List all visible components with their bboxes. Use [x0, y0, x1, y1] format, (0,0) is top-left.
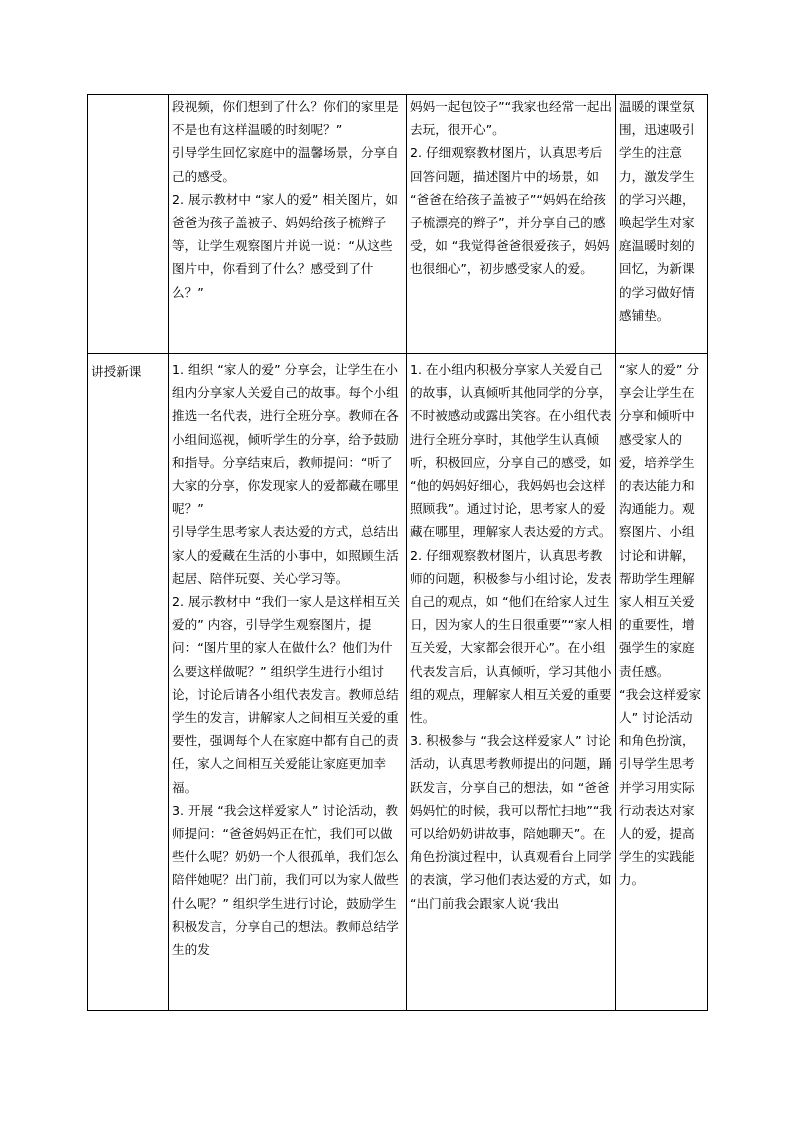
- teacher-paragraph: 引导学生回忆家庭中的温馨场景，分享自己的感受。: [172, 145, 399, 184]
- student-paragraph: 2. 仔细观察教材图片，认真思考教师的问题，积极参与小组讨论，发表自己的观点，如 “他们在给家人过生日，因为家人的生日很重要”“家人相互关爱，大家都会很开心”。在小组代表发言后，认真倾听，学习其他小组的观点，理解家人相互关爱的重要性。: [410, 547, 612, 726]
- teacher-activity-cell: [169, 95, 407, 354]
- teacher-paragraph: 2. 展示教材中 “家人的爱” 相关图片，如爸爸为孩子盖被子、妈妈给孩子梳辫子等，让学生观察图片并说一说：“从这些图片中，你看到了什么？感受到了什么？”: [172, 191, 398, 300]
- teacher-activity-cell: [169, 354, 407, 1011]
- stage-label: 讲授新课: [91, 364, 142, 379]
- table-row: [88, 354, 708, 1011]
- student-activity-cell: [407, 354, 616, 1011]
- intent-paragraph: “家人的爱” 分享会让学生在分享和倾听中感受家人的爱，培养学生的表达能力和沟通能力。观察图片、小组讨论和讲解，帮助学生理解家人相互关爱的重要性，增强学生的家庭责任感。: [619, 362, 700, 679]
- teacher-paragraph: 引导学生思考家人表达爱的方式，总结出家人的爱藏在生活的小事中，如照顾生活起居、陪伴玩耍、关心学习等。: [172, 524, 399, 586]
- student-paragraph: 1. 在小组内积极分享家人关爱自己的故事，认真倾听其他同学的分享，不时被感动或露出笑容。在小组代表进行全班分享时，其他学生认真倾听，积极回应，分享自己的感受，如 “他的妈妈好细心，我妈妈也会这样照顾我”。通过讨论，思考家人的爱藏在哪里，理解家人表达爱的方式。: [410, 362, 612, 540]
- teacher-paragraph: 1. 组织 “家人的爱” 分享会，让学生在小组内分享家人关爱自己的故事。每个小组推选一名代表，进行全班分享。教师在各小组间巡视，倾听学生的分享，给予鼓励和指导。分享结束后，教师提问：“听了大家的分享，你发现家人的爱都藏在哪里呢？”: [172, 362, 399, 517]
- intent-paragraph: “我会这样爱家人” 讨论活动和角色扮演，引导学生思考并学习用实际行动表达对家人的爱，提高学生的实践能力。: [619, 686, 702, 888]
- student-paragraph: 2. 仔细观察教材图片，认真思考后回答问题，描述图片中的场景，如 “爸爸在给孩子盖被子”“妈妈在给孩子梳漂亮的辫子”，并分享自己的感受，如 “我觉得爸爸很爱孩子，妈妈也很细心”，初步感受家人的爱。: [410, 145, 610, 277]
- design-intent-cell: [616, 354, 708, 1011]
- teacher-paragraph: 段视频，你们想到了什么？你们的家里是不是也有这样温暖的时刻呢？”: [172, 99, 399, 138]
- table-row: [88, 95, 708, 354]
- student-activity-cell: [407, 95, 616, 354]
- lesson-plan-table: [87, 94, 708, 1011]
- student-paragraph: 妈妈一起包饺子”“我家也经常一起出去玩，很开心”。: [410, 99, 612, 138]
- design-intent-cell: [616, 95, 708, 354]
- teacher-paragraph: 2. 展示教材中 “我们一家人是这样相互关爱的” 内容，引导学生观察图片，提问：“图片里的家人在做什么？他们为什么要这样做呢？” 组织学生进行小组讨论，讨论后请各小组代表发言。教师总结学生的发言，讲解家人之间相互关爱的重要性，强调每个人在家庭中都有自己的责任，家人之间相互关爱能让家庭更加幸福。: [172, 594, 401, 795]
- stage-cell: [88, 95, 169, 354]
- student-paragraph: 3. 积极参与 “我会这样爱家人” 讨论活动，认真思考教师提出的问题，踊跃发言，分享自己的想法，如 “爸爸妈妈忙的时候，我可以帮忙扫地”“我可以给奶奶讲故事，陪她聊天”。在角色扮演过程中，认真观看台上同学的表演，学习他们表达爱的方式，如 “出门前我会跟家人说‘我出: [410, 733, 612, 911]
- teacher-paragraph: 3. 开展 “我会这样爱家人” 讨论活动，教师提问：“爸爸妈妈正在忙，我们可以做些什么呢？奶奶一个人很孤单，我们怎么陪伴她呢？出门前，我们可以为家人做些什么呢？” 组织学生进行讨论，鼓励学生积极发言，分享自己的想法。教师总结学生的发: [172, 802, 399, 958]
- intent-paragraph: 温暖的课堂氛围，迅速吸引学生的注意力，激发学生的学习兴趣，唤起学生对家庭温暖时刻的回忆，为新课的学习做好情感铺垫。: [619, 99, 695, 323]
- stage-cell: [88, 354, 169, 1011]
